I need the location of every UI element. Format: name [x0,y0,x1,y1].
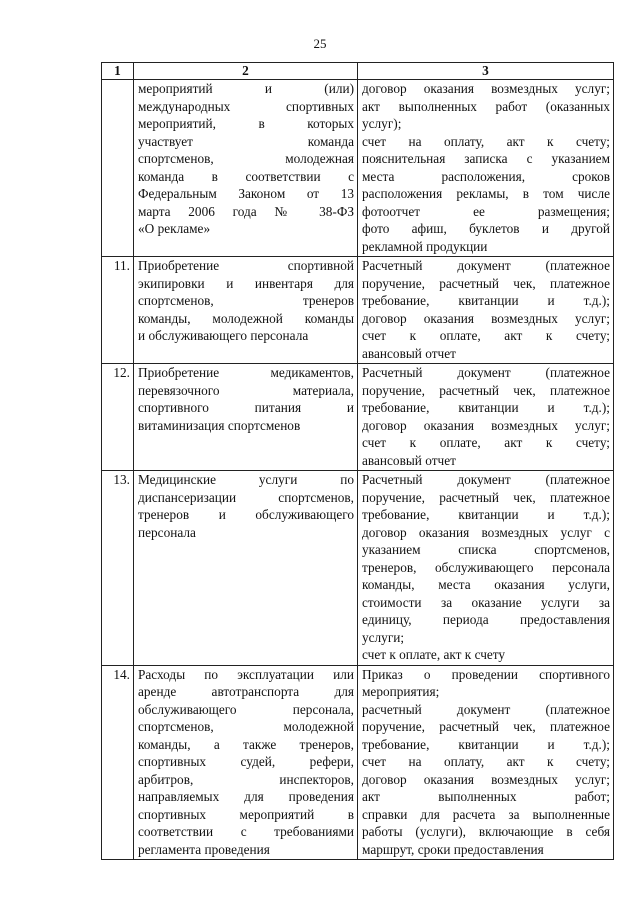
expense-description-line: международных спортивных [138,98,354,114]
expense-description-line: спортивных мероприятий в [138,806,354,822]
expense-description-line: аренде автотранспорта для [138,684,354,699]
expense-description-line: спортсменов, тренеров [138,293,354,308]
expense-description-line: участвует команда [138,133,354,149]
table-row [102,364,614,471]
expense-description-line: перевязочного материала, [138,382,354,398]
expense-description-line: Приобретение медикаментов, [138,365,354,380]
expense-description-line: персонала [138,524,196,540]
table-body [102,80,614,860]
supporting-documents [358,80,614,257]
supporting-document-line: услуг); [362,116,402,131]
supporting-document-line: места расположения, сроков [362,168,610,184]
supporting-documents [358,471,614,666]
supporting-document-line: договор оказания возмездных услуг с [362,524,610,540]
supporting-document-line: счет на оплату, акт к счету; [362,754,610,769]
supporting-document-line: счет к оплате, акт к счету; [362,328,610,343]
supporting-document-line: расчетный документ (платежное [362,701,610,717]
expense-description-line: арбитров, инспекторов, [138,771,354,787]
supporting-document-line: услуги; [362,629,405,645]
supporting-document-line: требование, квитанции и т.д.); [362,293,610,308]
expense-description-line: и обслуживающего персонала [138,328,309,343]
supporting-document-line: единицу, периода предоставления [362,612,610,627]
supporting-document-line: поручение, расчетный чек, платежное [362,489,610,505]
supporting-document-line: авансовый отчет [362,345,456,361]
supporting-document-line: поручение, расчетный чек, платежное [362,719,610,734]
supporting-document-line: работы (услуги), включающие в себя [362,824,610,839]
supporting-document-line: акт выполненных работ; [362,789,610,804]
table-header-row [102,63,614,80]
expense-description [134,257,358,364]
table-row [102,257,614,364]
expense-description-line: «О рекламе» [138,221,211,236]
supporting-document-line: фотоотчет ее размещения; [362,203,610,219]
expense-description-line: регламента проведения [138,841,270,857]
supporting-document-line: счет на оплату, акт к счету; [362,133,610,149]
supporting-document-line: указанием списка спортсменов, [362,542,610,557]
expense-description-line: команды, а также тренеров, [138,736,354,752]
expense-description-line: спортсменов, молодежной [138,719,354,734]
supporting-documents [358,364,614,471]
supporting-document-line: требование, квитанции и т.д.); [362,736,610,752]
supporting-document-line: Расчетный документ (платежное [362,365,610,380]
supporting-document-line: мероприятия; [362,684,440,699]
expense-description-line: Медицинские услуги по [138,472,354,487]
expense-description [134,80,358,257]
expense-description [134,471,358,666]
supporting-document-line: Приказ о проведении спортивного [362,666,610,682]
page-number: 25 [313,36,327,51]
supporting-document-line: маршрут, сроки предоставления [362,841,544,857]
supporting-document-line: авансовый отчет [362,452,456,468]
expense-description-line: соответствии с требованиями [138,824,354,839]
expense-description-line: спортивных судей, рефери, [138,754,354,769]
expense-description [134,364,358,471]
supporting-document-line: расположения рекламы, в том числе [362,186,610,201]
supporting-document-line: требование, квитанции и т.д.); [362,400,610,415]
expense-description-line: витаминизация спортсменов [138,417,301,433]
supporting-document-line: рекламной продукции [362,238,488,254]
supporting-document-line: договор оказания возмездных услуг; [362,310,610,326]
expense-description-line: Расходы по эксплуатации или [138,666,354,682]
expense-description-line: обслуживающего персонала, [138,701,354,717]
expense-description-line: мероприятий и (или) [138,81,354,96]
expense-description-line: Приобретение спортивной [138,258,354,273]
supporting-document-line: команды, места оказания услуги, [362,577,610,592]
supporting-document-line: пояснительная записка с указанием [362,151,610,166]
supporting-document-line: счет к оплате, акт к счету [362,647,506,662]
expense-description-line: спортсменов, молодежная [138,151,354,166]
supporting-document-line: поручение, расчетный чек, платежное [362,275,610,291]
column-header-number: 1 [102,63,134,80]
supporting-document-line: фото афиш, буклетов и другой [362,221,610,236]
row-number: 12. [102,364,134,471]
supporting-document-line: счет к оплате, акт к счету; [362,435,610,450]
supporting-document-line: договор оказания возмездных услуг; [362,81,610,96]
row-number: 13. [102,471,134,666]
supporting-document-line: договор оказания возмездных услуг; [362,771,610,787]
supporting-document-line: стоимости за оказание услуги за [362,594,610,610]
expense-description-line: Федеральным Законом от 13 [138,186,354,201]
row-number: 11. [102,257,134,364]
row-number [102,80,134,257]
expense-description-line: диспансеризации спортсменов, [138,489,354,505]
expense-description-line: экипировки и инвентаря для [138,275,354,291]
supporting-documents [358,665,614,860]
expense-description-line: марта 2006 года № 38-ФЗ [138,203,354,219]
supporting-document-line: акт выполненных работ (оказанных [362,98,610,114]
expense-description-line: направляемых для проведения [138,789,354,804]
expense-description-line: команда в соответствии с [138,168,354,184]
table-row [102,665,614,860]
expense-description-line: команды, молодежной команды [138,310,354,326]
supporting-document-line: тренеров, обслуживающего персонала [362,559,610,575]
supporting-document-line: Расчетный документ (платежное [362,472,610,487]
expense-description-line: тренеров и обслуживающего [138,507,354,522]
supporting-document-line: договор оказания возмездных услуг; [362,417,610,433]
expense-description [134,665,358,860]
supporting-document-line: справки для расчета за выполненные [362,806,610,822]
table-row [102,80,614,257]
supporting-document-line: требование, квитанции и т.д.); [362,507,610,522]
supporting-document-line: Расчетный документ (платежное [362,258,610,273]
supporting-document-line: поручение, расчетный чек, платежное [362,382,610,398]
column-header-documents: 3 [358,63,614,80]
row-number: 14. [102,665,134,860]
expense-description-line: мероприятий, в которых [138,116,354,131]
expense-documents-table [101,62,614,860]
expense-description-line: спортивного питания и [138,400,354,415]
column-header-expense: 2 [134,63,358,80]
supporting-documents [358,257,614,364]
table-row [102,471,614,666]
